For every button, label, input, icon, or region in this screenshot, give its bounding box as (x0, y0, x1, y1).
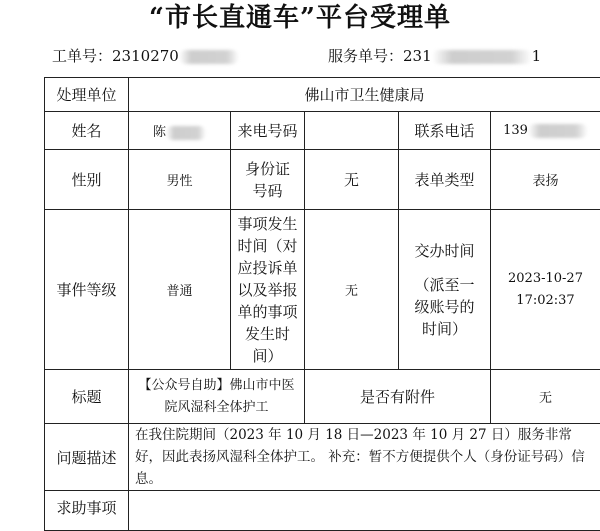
caller-label: 来电号码 (231, 112, 305, 150)
name-label: 姓名 (45, 112, 129, 150)
ticket-number-value: 2310270 (112, 47, 179, 65)
id-value: 无 (305, 150, 399, 210)
help-label: 求助事项 (45, 491, 129, 531)
redaction-blur (179, 50, 239, 64)
row-desc (45, 424, 600, 491)
subject-label: 标题 (45, 370, 129, 424)
row-subject (45, 370, 600, 424)
eventtime-label: 事项发生时间（对应投诉单以及举报单的事项发生时间） (231, 210, 305, 370)
service-number-value: 231 (403, 47, 432, 65)
level-value: 普通 (129, 210, 231, 370)
desc-value: 在我住院期间（2023 年 10 月 18 日—2023 年 10 月 27 日）服务非常好，因此表扬风湿科全体护工。 补充：暂不方便提供个人（身份证号码）信息。 (129, 424, 600, 491)
phone-label: 联系电话 (399, 112, 491, 150)
ticket-number-label: 工单号： (52, 47, 112, 65)
ticket-number (52, 46, 239, 66)
row-level (45, 210, 600, 370)
name-value: 陈 (153, 125, 166, 140)
subject-value: 【公众号自助】佛山市中医院风湿科全体护工 (129, 370, 305, 424)
attach-label: 是否有附件 (305, 370, 491, 424)
help-value (129, 491, 600, 531)
assign-time: 17:02:37 (491, 290, 600, 312)
formtype-label: 表单类型 (399, 150, 491, 210)
eventtime-value: 无 (305, 210, 399, 370)
row-name (45, 112, 600, 150)
phone-cell (491, 112, 600, 150)
name-cell (129, 112, 231, 150)
redaction-blur (528, 124, 588, 138)
acceptance-form-table (44, 77, 600, 531)
assign-time-cell (491, 210, 600, 370)
gender-label: 性别 (45, 150, 129, 210)
redaction-blur (432, 50, 532, 64)
level-label: 事件等级 (45, 210, 129, 370)
formtype-value: 表扬 (491, 150, 600, 210)
service-number-label: 服务单号： (328, 47, 403, 65)
row-dept (45, 78, 600, 112)
row-help (45, 491, 600, 531)
desc-label: 问题描述 (45, 424, 129, 491)
attach-value: 无 (491, 370, 600, 424)
assign-date: 2023-10-27 (491, 268, 600, 290)
assign-note: （派至一级账号的时间） (409, 274, 480, 340)
service-number-suffix: 1 (532, 47, 542, 65)
id-label: 身份证号码 (231, 150, 305, 210)
assign-cell (399, 210, 491, 370)
phone-value: 139 (503, 123, 528, 138)
service-number (328, 46, 541, 66)
row-gender (45, 150, 600, 210)
gender-value: 男性 (129, 150, 231, 210)
page-title: “市长直通车”平台受理单 (0, 0, 600, 36)
dept-value: 佛山市卫生健康局 (129, 78, 600, 112)
caller-value (305, 112, 399, 150)
assign-label: 交办时间 (409, 240, 480, 262)
dept-label: 处理单位 (45, 78, 129, 112)
redaction-blur (166, 126, 206, 140)
